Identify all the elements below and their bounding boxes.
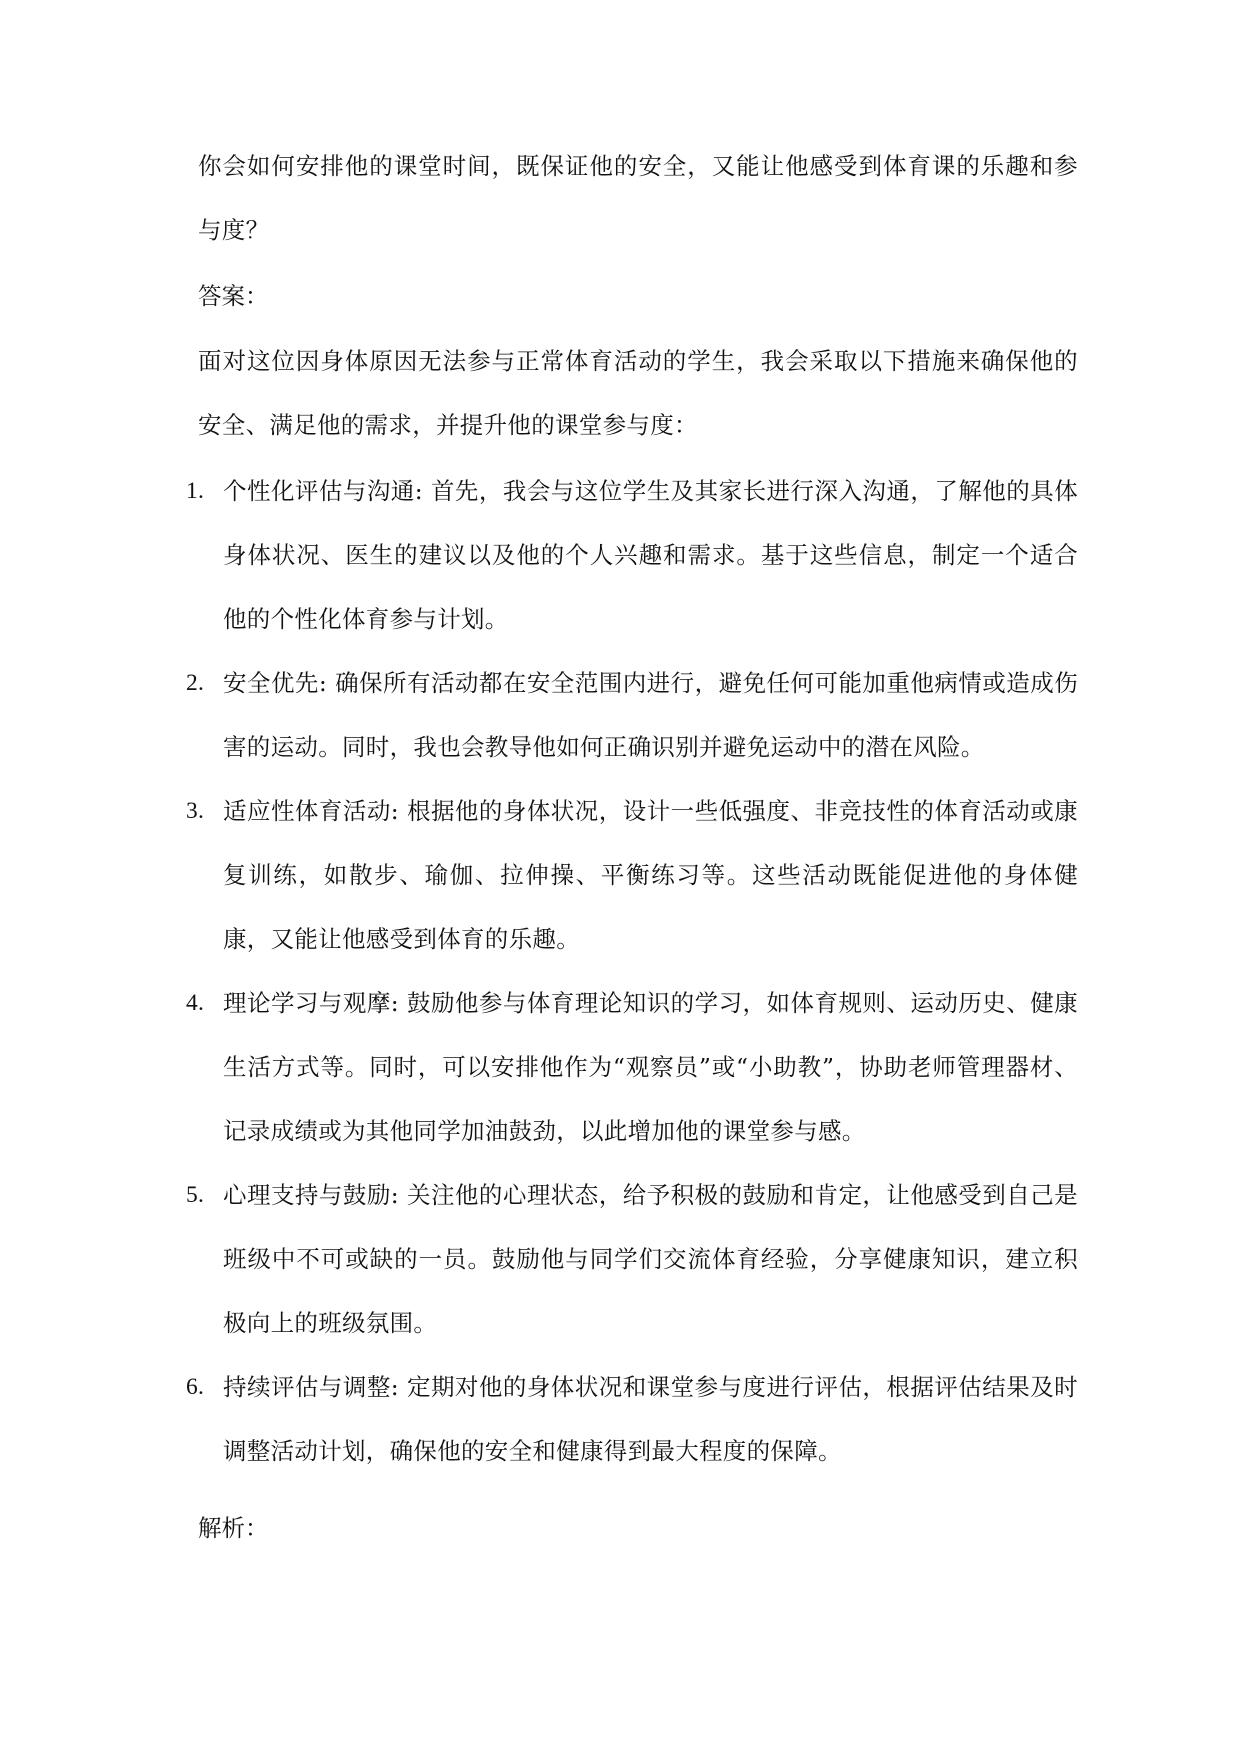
list-number: 4. [186,990,205,1016]
item-title: 心理支持与鼓励 [223,1181,391,1209]
item-body: 首先，我会与这位学生及其家长进行深入沟通，了解他的具体身体状况、医生的建议以及他的个人兴趣和需求。基于这些信息，制定一个适合他的个性化体育参与计划。 [223,477,1078,633]
item-title: 理论学习与观摩 [223,989,391,1017]
list-item: 4. 理论学习与观摩: 鼓励他参与体育理论知识的学习，如体育规则、运动历史、健康生活方式等。同时，可以安排他作为“观察员”或“小助教”，协助老师管理器材、记录成绩或为其他同学加油鼓劲，以此增加他的课堂参与感。 [180,971,1078,1163]
list-item: 3. 适应性体育活动: 根据他的身体状况，设计一些低强度、非竞技性的体育活动或康复训练，如散步、瑜伽、拉伸操、平衡练习等。这些活动既能促进他的身体健康，又能让他感受到体育的乐趣。 [180,779,1078,971]
list-number: 1. [186,478,205,504]
item-title: 适应性体育活动 [223,797,391,825]
list-number: 5. [186,1182,205,1208]
list-item: 2. 安全优先: 确保所有活动都在安全范围内进行，避免任何可能加重他病情或造成伤害的运动。同时，我也会教导他如何正确识别并避免运动中的潜在风险。 [180,651,1078,779]
list-number: 2. [186,670,205,696]
list-number: 3. [186,798,205,824]
item-body: 确保所有活动都在安全范围内进行，避免任何可能加重他病情或造成伤害的运动。同时，我也会教导他如何正确识别并避免运动中的潜在风险。 [223,669,1078,761]
analysis-label: 解析： [198,1514,269,1542]
item-title: 持续评估与调整 [223,1373,391,1401]
item-body: 鼓励他参与体育理论知识的学习，如体育规则、运动历史、健康生活方式等。同时，可以安排他作为“观察员”或“小助教”，协助老师管理器材、记录成绩或为其他同学加油鼓劲，以此增加他的课堂参与感。 [223,989,1078,1145]
list-number: 6. [186,1374,205,1400]
item-title: 个性化评估与沟通 [223,477,415,505]
item-title: 安全优先 [223,669,319,697]
list-item: 6. 持续评估与调整: 定期对他的身体状况和课堂参与度进行评估，根据评估结果及时调整活动计划，确保他的安全和健康得到最大程度的保障。 [180,1355,1078,1483]
answer-label: 答案： [198,282,269,310]
item-body: 根据他的身体状况，设计一些低强度、非竞技性的体育活动或康复训练，如散步、瑜伽、拉伸操、平衡练习等。这些活动既能促进他的身体健康，又能让他感受到体育的乐趣。 [223,797,1078,953]
item-body: 关注他的心理状态，给予积极的鼓励和肯定，让他感受到自己是班级中不可或缺的一员。鼓励他与同学们交流体育经验，分享健康知识，建立积极向上的班级氛围。 [223,1181,1078,1337]
answer-lead-paragraph: 面对这位因身体原因无法参与正常体育活动的学生，我会采取以下措施来确保他的安全、满足他的需求，并提升他的课堂参与度： [198,347,1078,439]
question-text: 你会如何安排他的课堂时间，既保证他的安全，又能让他感受到体育课的乐趣和参与度？ [198,152,1078,244]
list-item: 5. 心理支持与鼓励: 关注他的心理状态，给予积极的鼓励和肯定，让他感受到自己是班级中不可或缺的一员。鼓励他与同学们交流体育经验，分享健康知识，建立积极向上的班级氛围。 [180,1163,1078,1355]
item-body: 定期对他的身体状况和课堂参与度进行评估，根据评估结果及时调整活动计划，确保他的安全和健康得到最大程度的保障。 [223,1373,1078,1465]
list-item: 1. 个性化评估与沟通: 首先，我会与这位学生及其家长进行深入沟通，了解他的具体身体状况、医生的建议以及他的个人兴趣和需求。基于这些信息，制定一个适合他的个性化体育参与计划。 [180,459,1078,651]
measures-list [180,459,1078,1483]
